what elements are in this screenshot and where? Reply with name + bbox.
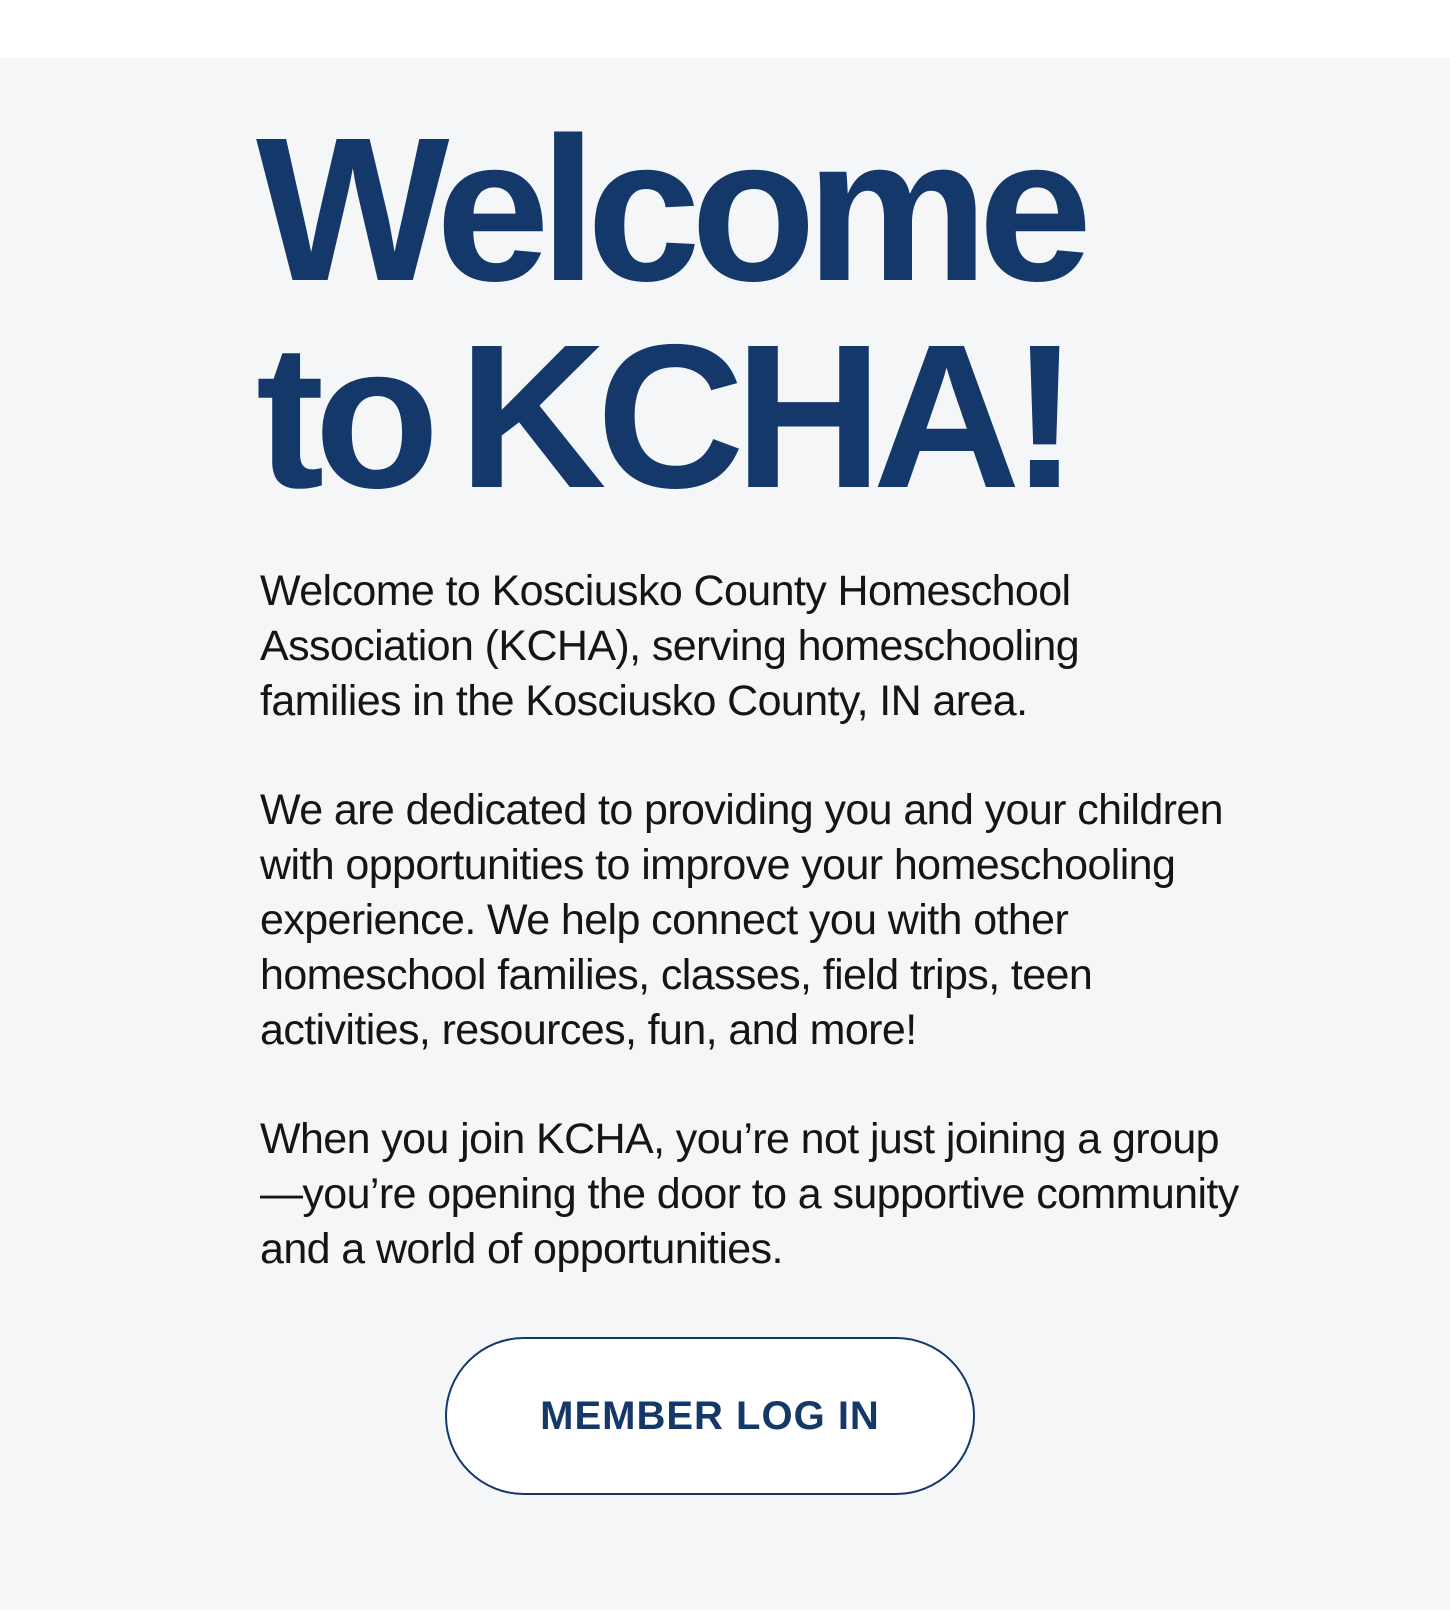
join-paragraph: When you join KCHA, you’re not just joining a group—you’re opening the door to a supportive community and a world of opportunities. — [260, 1115, 1239, 1273]
welcome-copy — [260, 564, 1270, 1277]
member-login-button[interactable]: MEMBER LOG IN — [445, 1337, 975, 1495]
intro-paragraph: Welcome to Kosciusko County Homeschool Association (KCHA), serving homeschooling families in the Kosciusko County, IN area. — [260, 567, 1080, 725]
headline-line-kcha: to KCHA! — [256, 302, 1069, 531]
welcome-section — [0, 58, 1450, 1610]
welcome-headline — [256, 95, 1256, 531]
top-white-band — [0, 0, 1450, 58]
mission-paragraph: We are dedicated to providing you and your children with opportunities to improve your homeschooling experience. We help connect you with other homeschool families, classes, field trips, teen activities, resources, fun, and more! — [260, 786, 1223, 1054]
headline-line-welcome: Welcome — [256, 95, 1083, 324]
